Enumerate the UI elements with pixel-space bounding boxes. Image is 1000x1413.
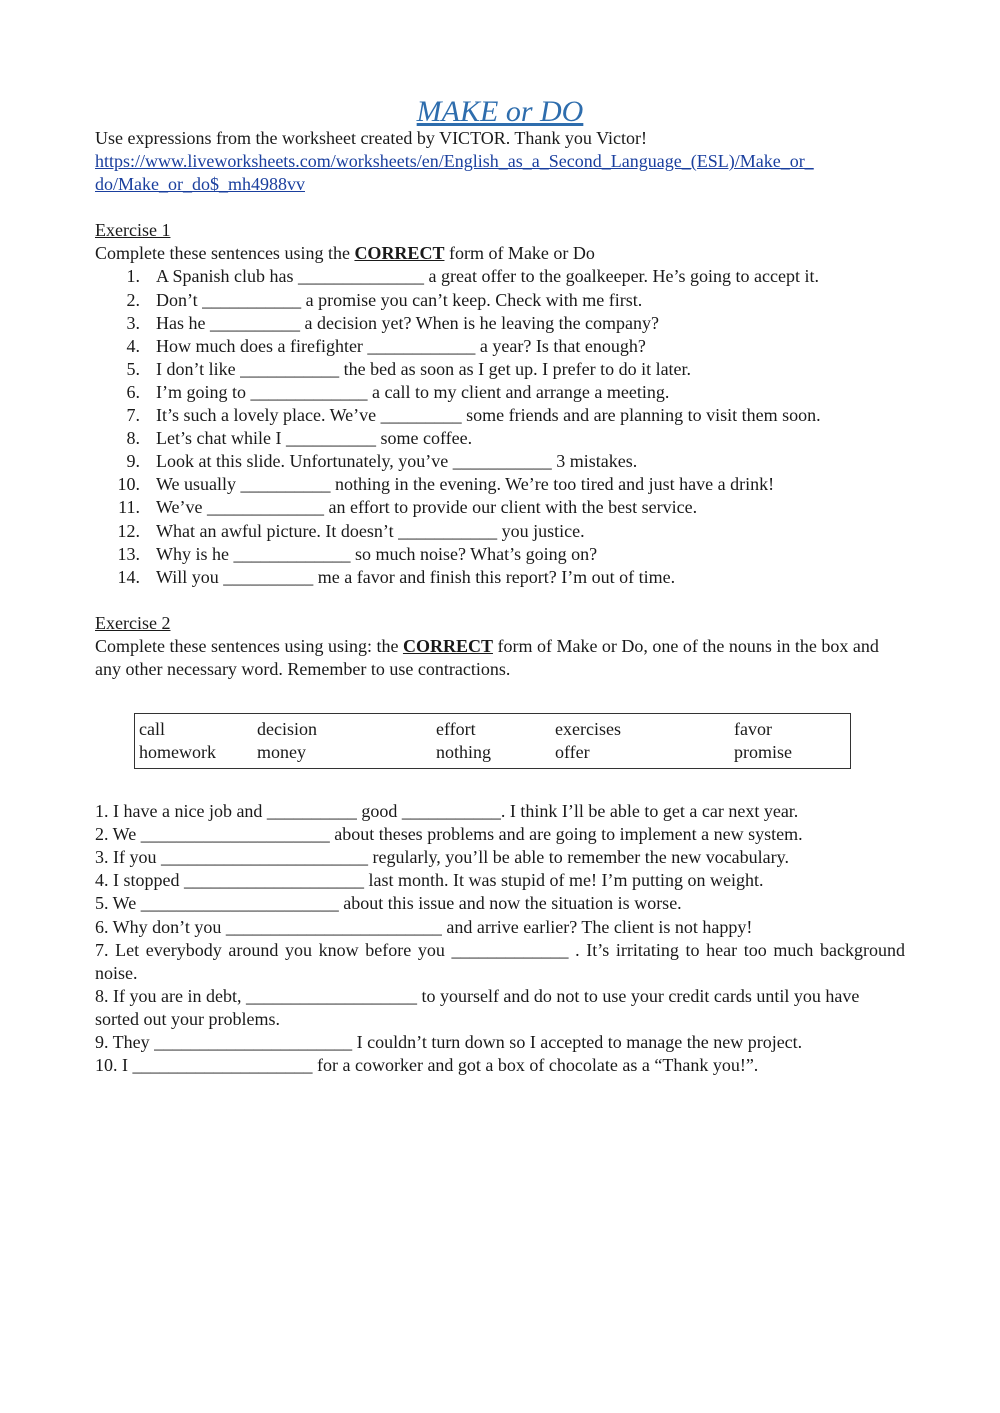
source-link[interactable]	[95, 150, 905, 196]
exercise1-item-text: It’s such a lovely place. We’ve _________ some friends and are planning to visit them soon.	[156, 405, 821, 426]
exercise1-item-number: 6.	[126, 381, 140, 402]
exercise1-item	[95, 312, 905, 335]
exercise1-item	[95, 289, 905, 312]
word-box-cell: decision	[257, 719, 317, 740]
exercise2-item: 7. Let everybody around you know before you _____________ . It’s irritating to hear too much background noise.	[95, 939, 905, 983]
word-box-cell: favor	[734, 719, 772, 740]
exercise1-item	[95, 520, 905, 543]
exercise2-instr-pre: Complete these sentences using using: the	[95, 635, 403, 656]
exercise1-item-number: 13.	[117, 543, 140, 564]
exercise1-item-text: Don’t ___________ a promise you can’t keep. Check with me first.	[156, 289, 643, 310]
exercise1-item	[95, 450, 905, 473]
exercise1-item-text: Let’s chat while I __________ some coffee.	[156, 428, 473, 449]
exercise1-item-number: 2.	[126, 289, 140, 310]
exercise1-instr-bold: CORRECT	[354, 243, 445, 264]
exercise1-heading: Exercise 1	[95, 220, 171, 241]
exercise1-item	[95, 473, 905, 496]
exercise1-item-number: 11.	[118, 497, 140, 518]
intro-text: Use expressions from the worksheet created by VICTOR. Thank you Victor!	[95, 128, 647, 148]
exercise1-item-text: What an awful picture. It doesn’t ___________ you justice.	[156, 520, 585, 541]
exercise1-item-number: 9.	[126, 451, 140, 472]
exercise1-list	[95, 265, 905, 588]
exercise1-instr-post: form of Make or Do	[444, 243, 595, 264]
exercise1-item-number: 8.	[126, 428, 140, 449]
exercise2-instr-bold: CORRECT	[402, 635, 493, 656]
word-box	[134, 713, 851, 769]
exercise2-heading: Exercise 2	[95, 612, 171, 633]
exercise1-item	[95, 404, 905, 427]
exercise2-instructions	[95, 635, 905, 681]
word-box-cell: promise	[734, 742, 792, 763]
exercise1-item	[95, 265, 905, 288]
exercise1-item-number: 12.	[117, 520, 140, 541]
exercise2-item: 6. Why don’t you ________________________ and arrive earlier? The client is not happy!	[95, 916, 753, 937]
exercise1-item-number: 10.	[117, 474, 140, 495]
exercise1-item-text: How much does a firefighter ____________ a year? Is that enough?	[156, 335, 646, 356]
page-title: MAKE or DO	[416, 95, 584, 128]
exercise1-item	[95, 543, 905, 566]
exercise1-item	[95, 566, 905, 589]
word-box-row	[139, 718, 844, 741]
exercise1-item-text: Look at this slide. Unfortunately, you’ve ___________ 3 mistakes.	[156, 451, 638, 472]
exercise1-item-text: I’m going to _____________ a call to my client and arrange a meeting.	[156, 381, 670, 402]
source-link-line2[interactable]: do/Make_or_do$_mh4988vv	[95, 174, 305, 195]
exercise1-item-number: 5.	[126, 358, 140, 379]
exercise1-instructions	[95, 242, 905, 265]
exercise1-instr-pre: Complete these sentences using the	[95, 243, 355, 264]
exercise1-item	[95, 358, 905, 381]
word-box-cell: call	[139, 719, 165, 740]
word-box-row	[139, 741, 844, 764]
exercise1-item-text: We usually __________ nothing in the evening. We’re too tired and just have a drink!	[156, 474, 775, 495]
exercise2-list	[95, 800, 905, 1077]
exercise2-item: 10. I ____________________ for a coworker and got a box of chocolate as a “Thank you!”.	[95, 1055, 759, 1076]
exercise2-instr-post: form of Make or Do, one of the nouns in the box and any other necessary word. Remember to use contractions.	[95, 635, 879, 679]
word-box-cell: effort	[436, 719, 476, 740]
exercise1-item	[95, 496, 905, 519]
exercise1-item-text: Will you __________ me a favor and finish this report? I’m out of time.	[156, 566, 676, 587]
exercise1-item-text: I don’t like ___________ the bed as soon as I get up. I prefer to do it later.	[156, 358, 692, 379]
exercise1-item-number: 7.	[126, 405, 140, 426]
exercise2-item: 8. If you are in debt, ___________________ to yourself and do not to use your credit cards until you have sorted out your problems.	[95, 985, 860, 1029]
exercise1-item-text: We’ve _____________ an effort to provide our client with the best service.	[156, 497, 698, 518]
exercise1-item-text: Why is he _____________ so much noise? What’s going on?	[156, 543, 598, 564]
word-box-cell: homework	[139, 742, 216, 763]
exercise1-item	[95, 381, 905, 404]
word-box-table	[139, 718, 844, 764]
exercise1-item-number: 3.	[126, 312, 140, 333]
exercise1-item	[95, 335, 905, 358]
exercise1-item	[95, 427, 905, 450]
exercise2-item: 2. We _____________________ about theses problems and are going to implement a new system.	[95, 824, 803, 845]
worksheet-page	[95, 95, 905, 1077]
exercise2-item: 9. They ______________________ I couldn’t turn down so I accepted to manage the new project.	[95, 1032, 803, 1052]
word-box-cell: nothing	[436, 742, 492, 763]
exercise1-item-text: A Spanish club has ______________ a great offer to the goalkeeper. He’s going to accept it.	[156, 266, 820, 287]
exercise2-item: 5. We ______________________ about this issue and now the situation is worse.	[95, 893, 682, 914]
exercise2-item: 3. If you _______________________ regularly, you’ll be able to remember the new vocabulary.	[95, 847, 789, 868]
word-box-cell: exercises	[555, 719, 621, 740]
exercise1-item-text: Has he __________ a decision yet? When is he leaving the company?	[156, 312, 660, 333]
exercise2-item: 4. I stopped ____________________ last month. It was stupid of me! I’m putting on weight.	[95, 870, 764, 891]
exercise2-item: 1. I have a nice job and __________ good ___________. I think I’ll be able to get a car next year.	[95, 801, 799, 822]
exercise1-item-number: 4.	[126, 335, 140, 356]
word-box-cell: money	[257, 742, 306, 763]
exercise1-item-number: 14.	[117, 566, 140, 587]
word-box-cell: offer	[555, 742, 590, 763]
source-link-line1[interactable]: https://www.liveworksheets.com/worksheets/en/English_as_a_Second_Language_(ESL)/Make_or_	[95, 151, 814, 172]
exercise1-item-number: 1.	[126, 266, 140, 287]
